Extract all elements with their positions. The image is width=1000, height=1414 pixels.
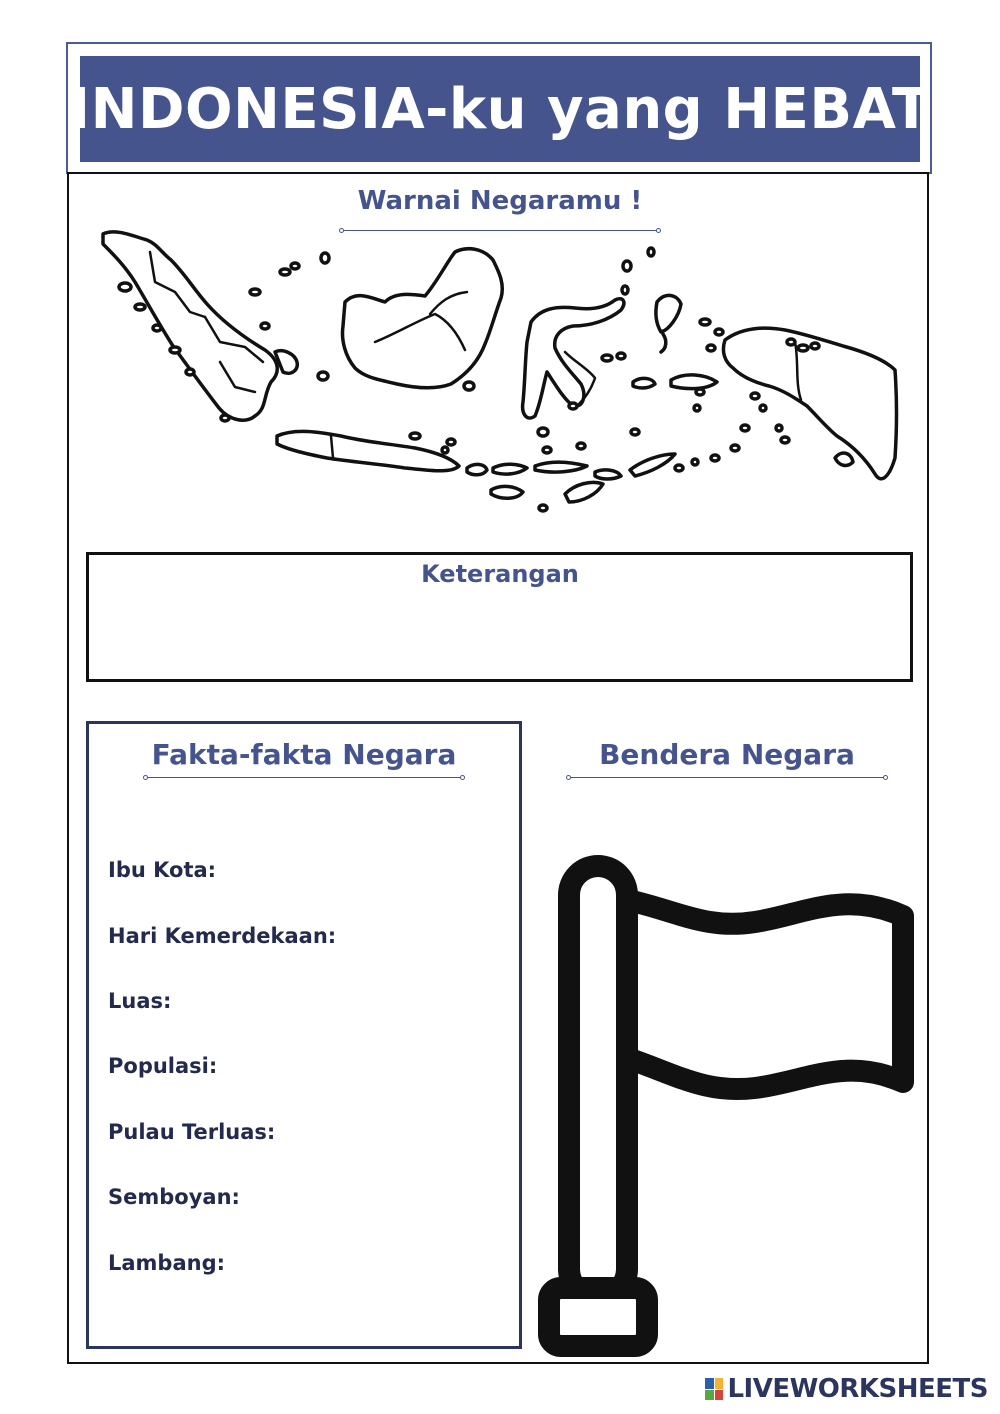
flag-outline[interactable] [535, 850, 925, 1360]
footer-brand-text: LIVEWORKSHEETS [727, 1374, 988, 1404]
flag-cloth [627, 900, 903, 1089]
facts-heading: Fakta-fakta Negara [151, 738, 457, 771]
flag-heading-underline [569, 777, 885, 778]
flag-pole-base [549, 1288, 647, 1346]
fact-independence-day-label: Hari Kemerdekaan: [108, 924, 337, 948]
liveworksheets-logo-icon [705, 1378, 723, 1400]
footer-brand [705, 1374, 988, 1404]
indonesia-map[interactable] [95, 222, 905, 522]
keterangan-heading: Keterangan [421, 560, 579, 588]
fact-population-label: Populasi: [108, 1054, 218, 1078]
flag-pole [569, 866, 627, 1298]
title-banner [69, 56, 931, 162]
fact-largest-island-label: Pulau Terluas: [108, 1120, 276, 1144]
fact-capital-label: Ibu Kota: [108, 858, 217, 882]
flag-heading: Bendera Negara [599, 738, 855, 771]
page-title: INDONESIA-ku yang HEBAT [69, 76, 931, 142]
map-heading: Warnai Negaramu ! [357, 186, 643, 216]
fact-motto-label: Semboyan: [108, 1185, 240, 1209]
fact-emblem-label: Lambang: [108, 1251, 226, 1275]
fact-area-label: Luas: [108, 989, 172, 1013]
facts-heading-underline [146, 777, 462, 778]
